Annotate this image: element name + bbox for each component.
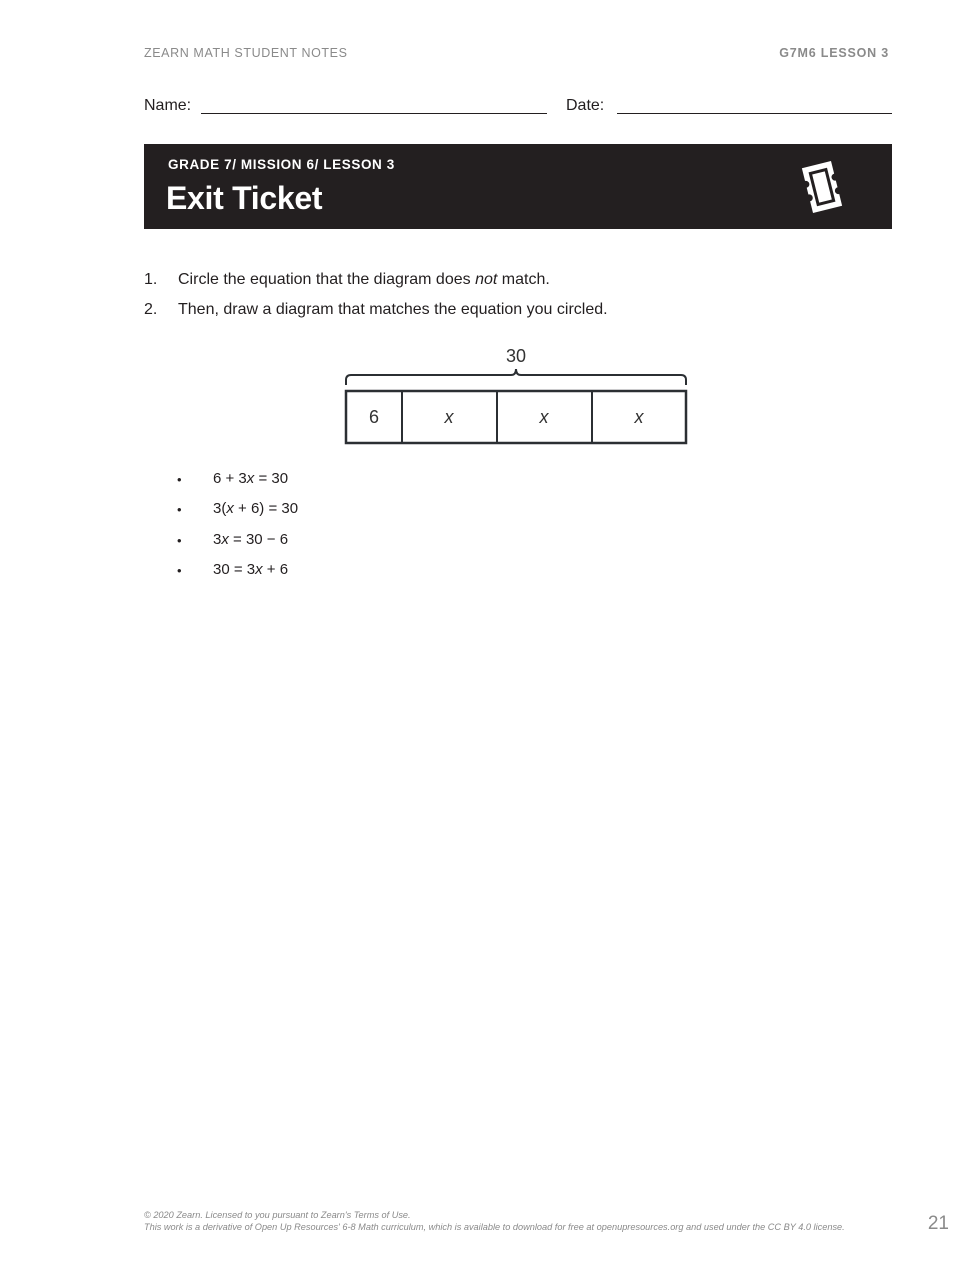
bullet-icon: • [177,472,182,487]
page-number: 21 [927,1213,949,1234]
equation-option-4[interactable]: 30 = 3x + 6 [213,561,289,578]
equation-option-1[interactable]: 6 + 3x = 30 [213,470,289,487]
diagram-total-label: 30 [505,346,527,366]
bullet-icon: • [177,502,182,517]
name-label: Name: [144,97,192,114]
banner-subtitle: GRADE 7/ MISSION 6/ LESSON 3 [168,157,395,172]
footer-copyright: © 2020 Zearn. Licensed to you pursuant to Zearn's Terms of Use. [144,1210,411,1220]
equation-option-2[interactable]: 3(x + 6) = 30 [213,500,299,517]
diagram-cell-4: x [634,407,644,427]
tape-diagram [335,340,697,452]
bullet-icon: • [177,533,182,548]
question-1-text: Circle the equation that the diagram does not match. [178,271,550,288]
ticket-icon [797,158,847,216]
diagram-cell-1: 6 [368,407,380,427]
page-title: Exit Ticket [166,180,323,216]
name-field[interactable] [201,113,547,114]
exit-ticket-banner [144,144,892,229]
diagram-cell-2: x [444,407,454,427]
footer-license: This work is a derivative of Open Up Resources' 6-8 Math curriculum, which is available to download for free at openupresources.org and used under the CC BY 4.0 license. [144,1222,845,1232]
question-1-number: 1. [144,271,158,288]
header-series-label: ZEARN MATH STUDENT NOTES [144,46,348,60]
diagram-brace [346,369,686,385]
question-2-text: Then, draw a diagram that matches the equation you circled. [178,301,608,318]
diagram-cell-3: x [539,407,549,427]
date-label: Date: [566,97,605,114]
date-field[interactable] [617,113,892,114]
equation-option-3[interactable]: 3x = 30 − 6 [213,531,289,548]
header-lesson-label: G7M6 LESSON 3 [779,46,889,60]
bullet-icon: • [177,563,182,578]
question-2-number: 2. [144,301,158,318]
